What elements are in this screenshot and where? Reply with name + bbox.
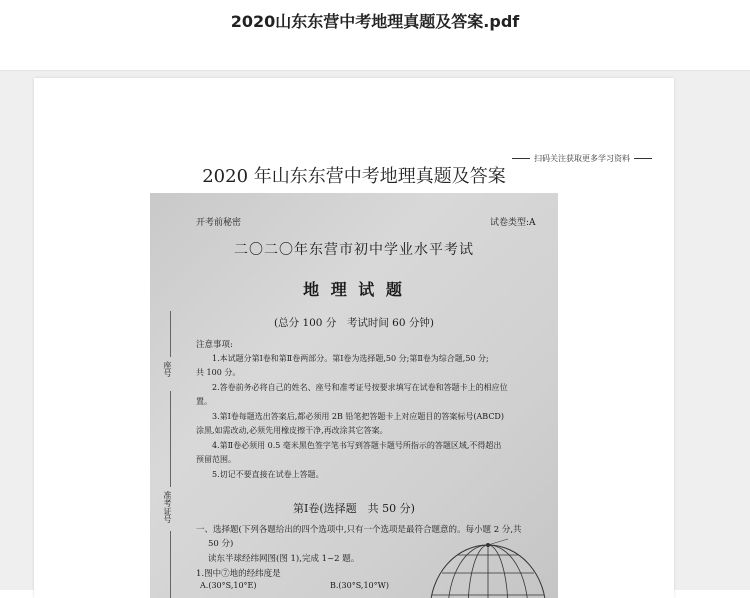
notice-line: 3.第Ⅰ卷每题选出答案后,都必须用 2B 铅笔把答题卡上对应题目的答案标号(ABCD) <box>212 412 504 421</box>
notice-line: 2.答卷前务必将自己的姓名、座号和准考证号按要求填写在试卷和答题卡上的相应位 <box>212 383 508 392</box>
viewer-header <box>0 0 750 71</box>
notice-line: 5.切记不要直接在试卷上答题。 <box>212 470 324 479</box>
question-1: 1.图中⑦地的经纬度是 <box>196 569 281 579</box>
mc-intro: 一、选择题(下列各题给出的四个选项中,只有一个选项是最符合题意的。每小题 2 分,共 <box>196 525 522 535</box>
watermark-text: 扫码关注获取更多学习资料 <box>534 153 630 163</box>
notice-line: 共 100 分。 <box>196 368 241 377</box>
dash-left <box>512 158 530 159</box>
read-map-instruction: 读东半球经纬网图(图 1),完成 1~2 题。 <box>208 554 360 564</box>
notice-title: 注意事项: <box>196 340 233 350</box>
dash-right <box>634 158 652 159</box>
binding-line <box>170 531 171 598</box>
document-page <box>34 78 674 598</box>
seat-number-label: 座号 <box>163 361 172 377</box>
binding-line <box>170 311 171 357</box>
exam-name: 二〇二〇年东营市初中学业水平考试 <box>234 242 474 258</box>
paper-type: 试卷类型:A <box>490 218 536 228</box>
notice-line: 4.第Ⅱ卷必须用 0.5 毫米黑色签字笔书写到答题卡题号所指示的答题区域,不得超出 <box>212 441 502 450</box>
notice-line: 置。 <box>196 397 212 406</box>
document-viewport[interactable] <box>0 71 750 590</box>
notice-line: 1.本试题分第Ⅰ卷和第Ⅱ卷两部分。第Ⅰ卷为选择题,50 分;第Ⅱ卷为综合题,50 分; <box>212 354 489 363</box>
volume-title: 第Ⅰ卷(选择题 共 50 分) <box>293 502 415 515</box>
secret-mark: 开考前秘密 <box>196 218 242 228</box>
binding-line <box>170 391 171 487</box>
subject-title: 地 理 试 题 <box>303 280 405 299</box>
scanned-exam-image <box>150 193 558 598</box>
score-time: (总分 100 分 考试时间 60 分钟) <box>274 317 434 329</box>
notice-line: 涂黑,如需改动,必须先用橡皮擦干净,再改涂其它答案。 <box>196 426 388 435</box>
question-1-option-a: A.(30°S,10°E) <box>200 581 257 590</box>
page-heading: 2020 年山东东营中考地理真题及答案 <box>202 166 506 187</box>
document-filename: 2020山东东营中考地理真题及答案.pdf <box>230 12 520 31</box>
ticket-number-label: 准考证号 <box>163 491 172 523</box>
mc-intro: 50 分) <box>208 539 234 549</box>
question-1-option-b: B.(30°S,10°W) <box>330 581 389 590</box>
pointer-line <box>488 539 508 545</box>
notice-line: 预留范围。 <box>196 455 236 464</box>
hemisphere-grid-figure <box>428 533 548 598</box>
